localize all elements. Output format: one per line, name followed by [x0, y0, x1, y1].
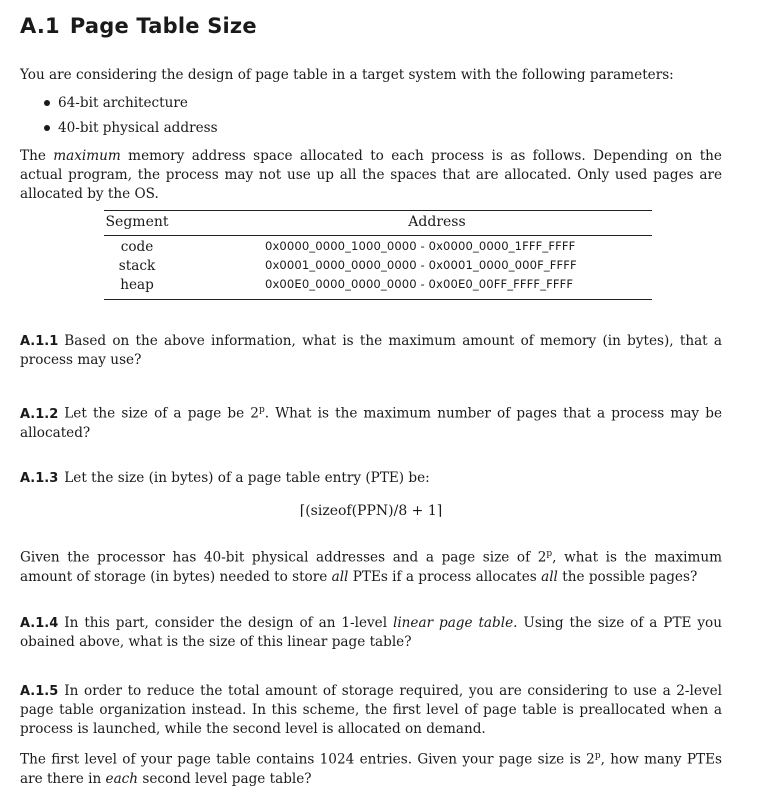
table-row	[104, 277, 652, 296]
question-a13-body	[20, 545, 722, 587]
superscript-p: p	[594, 751, 601, 761]
superscript-p: p	[258, 405, 265, 415]
text-run: second level page table?	[138, 770, 312, 787]
question-text: Based on the above information, what is the maximum amount of memory (in bytes), that a process may use?	[20, 333, 722, 368]
segment-cell: code	[120, 239, 154, 255]
question-text: In order to reduce the total amount of storage required, you are considering to use a 2-level page table organization instead. In this scheme, the first level of page table is preallocated when a process is launched, while the second level is allocated on demand.	[20, 683, 722, 737]
emphasis-linear-page-table: linear page table.	[392, 615, 518, 631]
table-bottom-rule	[104, 299, 652, 300]
question-label: A.1.4	[20, 616, 59, 631]
ceil-right: ⌉	[436, 503, 443, 519]
question-a15-body	[20, 747, 722, 789]
ceil-left: ⌈	[299, 503, 306, 519]
text-run: the possible pages?	[557, 568, 698, 585]
text-run: , what is the maximum amount of storage (in bytes) needed to store	[20, 549, 722, 585]
question-label: A.1.5	[20, 684, 59, 699]
question-a14	[20, 614, 722, 652]
table-row	[104, 258, 652, 277]
question-label: A.1.1	[20, 334, 59, 349]
text-run: , how many PTEs are there in	[20, 751, 722, 787]
address-cell: 0x0001_0000_0000_0000 - 0x0001_0000_000F_FFFF	[265, 258, 577, 272]
text-run: memory address space allocated to each process is as follows. Depending on the actual program, the process may not use up all the spaces that are allocated. Only used pages are allocated by the OS.	[20, 148, 722, 202]
question-a12	[20, 401, 722, 443]
question-text: Let the size (in bytes) of a page table entry (PTE) be:	[64, 470, 430, 486]
segment-cell: heap	[120, 277, 154, 293]
text-run: Using the size of a PTE you obained above, what is the size of this linear page table?	[20, 615, 722, 650]
header-address: Address	[408, 214, 466, 230]
text-run: . What is the maximum number of pages that a process may be allocated?	[20, 405, 722, 441]
section-number: A.1	[20, 14, 60, 38]
text-run: The	[20, 148, 54, 164]
question-a15	[20, 682, 722, 739]
table-header-rule	[104, 235, 652, 236]
address-cell: 0x00E0_0000_0000_0000 - 0x00E0_00FF_FFFF_FFFF	[265, 277, 574, 291]
address-cell: 0x0000_0000_1000_0000 - 0x0000_0000_1FFF_FFFF	[265, 239, 576, 253]
segment-cell: stack	[118, 258, 156, 274]
pte-size-formula	[20, 503, 722, 519]
list-item: 40-bit physical address	[20, 119, 218, 144]
emphasis-maximum: maximum	[53, 148, 121, 164]
question-label: A.1.3	[20, 471, 59, 486]
question-label: A.1.2	[20, 406, 59, 422]
intro-paragraph: You are considering the design of page table in a target system with the following parameters:	[20, 67, 674, 83]
superscript-p: p	[546, 549, 553, 559]
question-a11	[20, 332, 722, 370]
table-row	[104, 239, 652, 258]
text-run: Given the processor has 40-bit physical addresses and a page size of 2	[20, 549, 547, 566]
emphasis-all: all	[541, 568, 558, 585]
section-title: Page Table Size	[69, 14, 257, 38]
emphasis-all: all	[331, 568, 349, 585]
parameter-list	[20, 94, 218, 144]
list-item: 64-bit architecture	[20, 94, 218, 119]
table-top-rule	[104, 210, 652, 211]
header-segment: Segment	[105, 214, 169, 230]
question-a13	[20, 469, 722, 488]
emphasis-each: each	[105, 770, 139, 787]
text-run: In this part, consider the design of an 1-level	[64, 615, 393, 631]
text-run: PTEs if a process allocates	[348, 568, 542, 585]
max-space-paragraph	[20, 147, 722, 204]
text-run: Let the size of a page be 2	[64, 405, 259, 422]
text-run: The first level of your page table contains 1024 entries. Given your page size is 2	[20, 751, 595, 768]
section-heading	[20, 14, 257, 38]
formula-body: (sizeof(PPN)/8 + 1	[305, 503, 437, 519]
